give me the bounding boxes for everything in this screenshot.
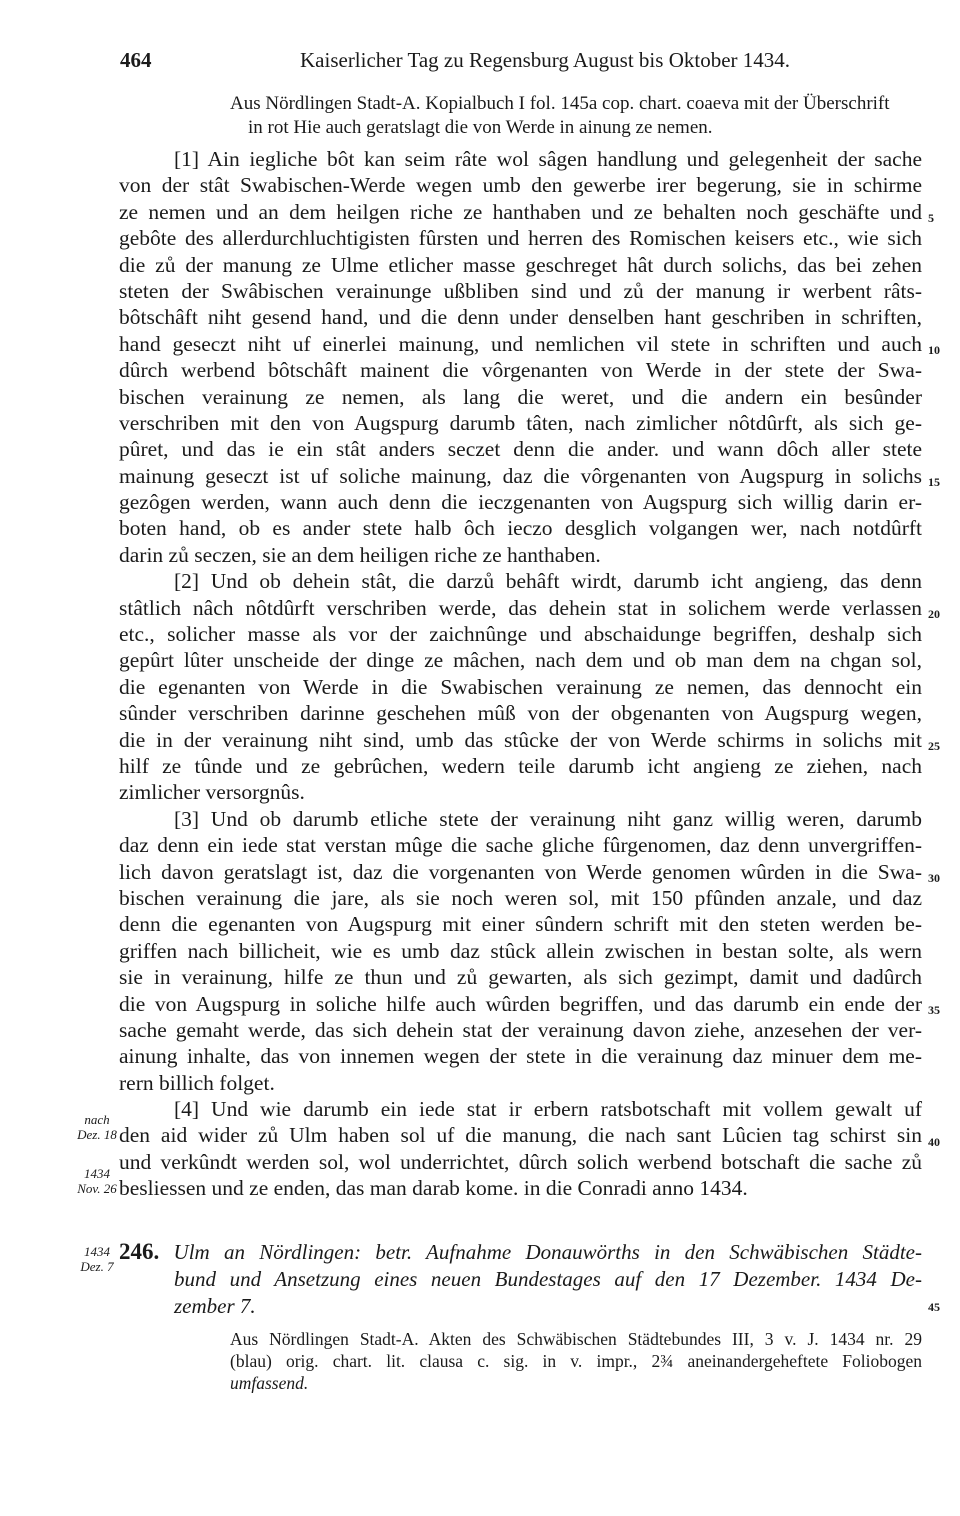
body-line: sûnder verschriben darinne geschehen mûß von der obgenanten von Augspurg wegen,: [119, 701, 922, 726]
body-line: stâtlich nâch nôtdûrft verschriben werde, das dehein stat in solichem werde verlassen: [119, 595, 922, 620]
source-line: (blau) orig. chart. lit. clausa c. sig. in v. impr., 2¾ aneinandergeheftete Foliobogen: [230, 1351, 922, 1371]
line-number: 35: [928, 1003, 940, 1017]
body-line: [1] Ain iegliche bôt kan seim râte wol sâgen handlung und gelegenheit der sache: [174, 147, 922, 171]
body-line: steten der Swâbischen verainunge ußbliben sind und zů der manung ir werbent râts-: [119, 278, 922, 303]
body-line: mainung geseczt ist uf soliche mainung, daz die vôrgenanten von Augspurg in solichs: [119, 463, 922, 488]
body-line: griffen nach billicheit, wie es umb daz stûck allein zwischen in bestan solte, als wern: [119, 938, 922, 963]
body-line: ainung inhalte, das von innemen wegen der stete in die verainung daz minuer dem me-: [119, 1044, 922, 1069]
line-number: 45: [928, 1300, 940, 1314]
body-line: und verkûndt werden sol, wol underrichtet, dûrch solich werbend botschaft die sache zů: [119, 1149, 922, 1174]
line-number: 40: [928, 1135, 940, 1149]
running-title: Kaiserlicher Tag zu Regensburg August bis Oktober 1434.: [300, 48, 791, 72]
line-number: 10: [928, 343, 940, 357]
body-line: ze nemen und an dem heilgen riche ze hanthaben und ze behalten noch geschäfte und: [119, 199, 922, 224]
source-note-line-2: in rot Hie auch geratslagt die von Werde in ainung ze nemen.: [248, 117, 713, 138]
body-line: hand geseczt niht uf einerlei mainung, und nemlichen vil stete in schriften und auch: [119, 331, 922, 356]
margin-note-line: Dez. 7: [80, 1259, 114, 1274]
line-number: 30: [928, 871, 940, 885]
margin-date-note: [76, 1112, 118, 1142]
source-line: umfassend.: [230, 1373, 309, 1393]
margin-note-line: Dez. 18: [77, 1127, 117, 1142]
body-line: den aid wider zů Ulm haben sol uf die manung, die nach sant Lûcien tag schirst sin: [119, 1123, 922, 1148]
margin-note-line: Nov. 26: [77, 1181, 117, 1196]
body-line: lich davon geratslagt ist, daz die vorgenanten von Werde genomen wûrden in die Swa-: [119, 859, 922, 884]
body-line: bischen verainung ze nemen, als lang die weret, und die andern ein besûnder: [119, 384, 922, 409]
document-title-line: zember 7.: [174, 1294, 256, 1318]
body-line: sie in verainung, hilfe ze thun und zů gewarten, als sich gezimpt, damit und dadûrch: [119, 965, 922, 990]
document-number: 246.: [119, 1239, 160, 1264]
source-note-line-1: Aus Nördlingen Stadt-A. Kopialbuch I fol. 145a cop. chart. coaeva mit der Überschrift: [230, 93, 890, 114]
body-line: gezôgen werden, wann auch denn die ieczgenanten von Augspurg sich willig darin er-: [119, 490, 922, 515]
document-title: Ulm an Nördlingen: betr. Aufnahme Donauwörths in den Schwäbischen Städte-: [173, 1240, 922, 1264]
document-246-heading: [119, 1238, 922, 1320]
body-line: gepûrt lûter unscheide der dinge ze mâchen, nach dem und ob man dem na chgan sol,: [119, 648, 922, 673]
body-line: verschriben mit den von Augspurg darumb tâten, nach zimlicher nôtdûrft, als sich ge-: [119, 410, 922, 435]
body-line: die von Augspurg in soliche hilfe auch wûrden begriffen, und das darumb ein ende der: [119, 991, 922, 1016]
source-line: Aus Nördlingen Stadt-A. Akten des Schwäbischen Städtebundes III, 3 v. J. 1434 nr. 29: [230, 1329, 922, 1349]
body-line: [2] Und ob dehein stât, die darzů behâft wirdt, darumb icht angieng, das denn: [174, 569, 922, 594]
body-line: sache gemaht werde, das sich dehein stat der verainung davon ziehe, anzesehen der ver-: [119, 1017, 922, 1042]
body-line: bôtschâft niht gesend hand, und die denn under denselben hant geschriben in schriften,: [119, 305, 922, 330]
line-number: 5: [928, 211, 934, 225]
body-line: pûret, und das ie ein stât anders seczet denn die ander. und wann dôch aller stete: [119, 437, 922, 462]
line-number: 25: [928, 739, 940, 753]
body-line: besliessen und ze enden, das man darab kome. in die Conradi anno 1434.: [119, 1176, 748, 1201]
page-number: 464: [120, 48, 152, 72]
document-title-line: bund und Ansetzung eines neuen Bundestages auf den 17 Dezember. 1434 De-: [174, 1267, 922, 1291]
body-line: boten hand, ob es ander stete halb ôch ieczo desglich volgangen wer, nach notdûrft: [119, 516, 922, 541]
body-line: gebôte des allerdurchluchtigisten fûrsten und herren des Romischen keisers etc., wie sich: [119, 226, 922, 251]
body-line: die egenanten von Werde in die Swabischen verainung ze nemen, das dennocht ein: [119, 674, 922, 699]
body-line: [4] Und wie darumb ein iede stat ir erbern ratsbotschaft mit vollem gewalt uf: [174, 1097, 922, 1122]
body-line: von der stât Swabischen-Werde wegen umb den gewerbe irer begerung, sie in schirme: [119, 173, 922, 198]
body-line: zimlicher versorgnûs.: [119, 780, 305, 805]
body-line: dûrch werbend bôtschâft mainent die vôrgenanten von Werde in der stete der Swa-: [119, 358, 922, 383]
body-line: [3] Und ob darumb etliche stete der verainung niht ganz willig weren, darumb: [174, 806, 922, 831]
margin-date-note: [76, 1166, 118, 1196]
body-line: rern billich folget.: [119, 1070, 275, 1095]
line-number: 15: [928, 475, 940, 489]
body-line: denn die egenanten von Augspurg mit einer sûndern schrift mit den steten werden be-: [119, 912, 922, 937]
margin-note-line: 1434: [84, 1244, 110, 1259]
document-body: [119, 146, 922, 1202]
document-246-source: [230, 1328, 922, 1394]
line-number: 20: [928, 607, 940, 621]
body-line: etc., solicher masse als vor der zaichnûnge und abschaidunge begriffen, deshalp sich: [119, 622, 922, 647]
body-line: die in der verainung niht sind, umb das stûcke der von Werde schirms in solichs mit: [119, 727, 922, 752]
body-line: daz denn ein iede stat verstan mûge die sache gliche fûrgenomen, daz denn unvergriffen-: [119, 833, 922, 858]
margin-note-line: 1434: [84, 1166, 110, 1181]
body-line: hilf ze tûnde und ze gebrûchen, wedern teile darumb icht angieng ze ziehen, nach: [119, 753, 922, 778]
margin-date-note: [76, 1244, 118, 1274]
body-line: bischen verainung die jare, als sie noch weren sol, mit 150 pfûnden anzale, und daz: [119, 885, 922, 910]
body-line: die zů der manung ze Ulme etlicher masse geschreget hât durch solichs, das bei zehen: [119, 252, 922, 277]
margin-note-line: nach: [84, 1112, 110, 1127]
body-line: darin zů seczen, sie an dem heiligen riche ze hanthaben.: [119, 542, 601, 567]
